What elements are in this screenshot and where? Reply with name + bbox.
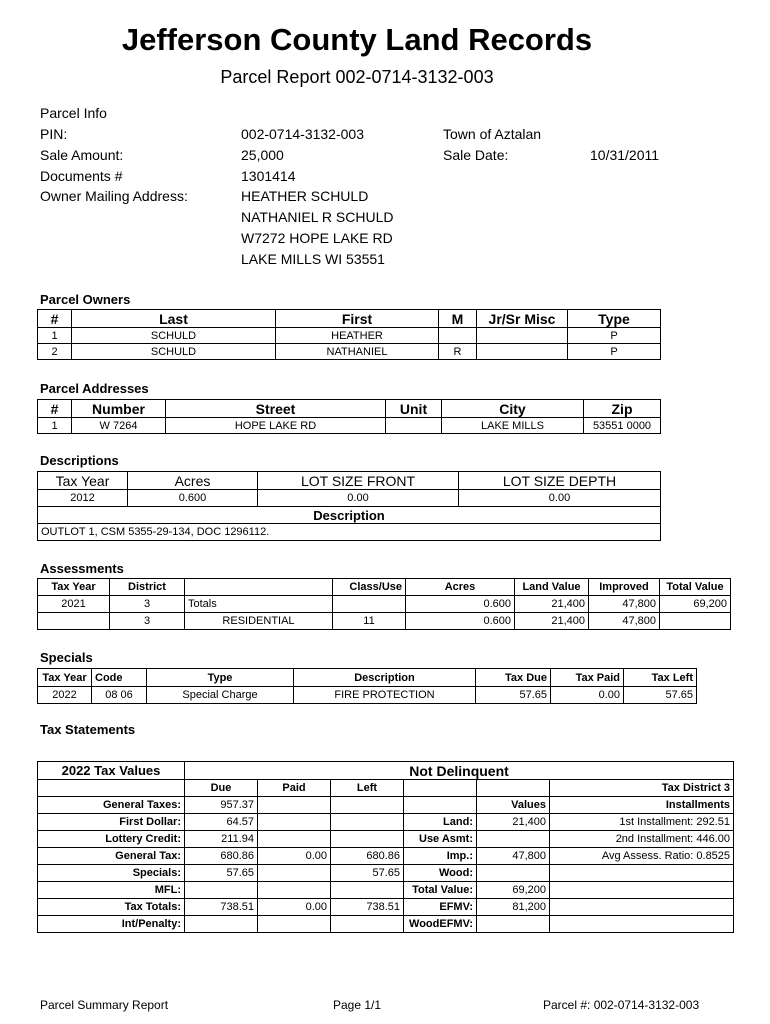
- assessment-cell: [333, 596, 406, 613]
- assessments-heading: Assessments: [40, 561, 124, 576]
- owner-cell: 2: [38, 344, 72, 360]
- special-cell: 57.65: [624, 687, 697, 704]
- value-amount: [477, 865, 550, 882]
- tax-due: [185, 882, 258, 899]
- description-cell: 0.00: [459, 490, 661, 507]
- left-header: Left: [331, 780, 404, 797]
- specials-col-header: Tax Due: [476, 669, 551, 687]
- assessment-cell: 3: [110, 596, 185, 613]
- assessments-col-header: Total Value: [660, 579, 731, 596]
- parcel-info-heading: Parcel Info: [40, 105, 107, 121]
- assessments-table: [37, 578, 731, 630]
- assessment-cell: RESIDENTIAL: [185, 613, 333, 630]
- description-cell: 0.600: [128, 490, 258, 507]
- assessment-cell: 47,800: [589, 613, 660, 630]
- documents-label: Documents #: [40, 168, 123, 184]
- value-amount: 81,200: [477, 899, 550, 916]
- assessment-cell: 3: [110, 613, 185, 630]
- value-label: WoodEFMV:: [404, 916, 477, 933]
- special-cell: 0.00: [551, 687, 624, 704]
- tax-left: [331, 831, 404, 848]
- tax-statements-heading: Tax Statements: [40, 722, 136, 737]
- sale-amount-label: Sale Amount:: [40, 147, 124, 163]
- tax-left: 738.51: [331, 899, 404, 916]
- sale-amount-value: 25,000: [241, 147, 284, 163]
- tax-due: 64.57: [185, 814, 258, 831]
- table-row: [38, 848, 734, 865]
- descriptions-col-header: Tax Year: [38, 472, 128, 490]
- owner-cell: P: [568, 328, 661, 344]
- owner-cell: R: [439, 344, 477, 360]
- special-cell: 08 06: [92, 687, 147, 704]
- assessment-cell: 0.600: [406, 613, 515, 630]
- tax-row-label: Specials:: [38, 865, 185, 882]
- addresses-col-header: #: [38, 400, 72, 418]
- assessment-cell: [660, 613, 731, 630]
- pin-value: 002-0714-3132-003: [241, 126, 364, 142]
- installment-info: [550, 865, 734, 882]
- value-amount: 69,200: [477, 882, 550, 899]
- value-label: Wood:: [404, 865, 477, 882]
- address-cell: [386, 418, 442, 434]
- owner-cell: [477, 328, 568, 344]
- tax-paid: [258, 831, 331, 848]
- table-row: [38, 882, 734, 899]
- assessments-col-header: Land Value: [515, 579, 589, 596]
- address-cell: 1: [38, 418, 72, 434]
- assessment-cell: 21,400: [515, 613, 589, 630]
- tax-left: [331, 882, 404, 899]
- value-label: Total Value:: [404, 882, 477, 899]
- addresses-table: [37, 399, 661, 434]
- town-name: Town of Aztalan: [443, 126, 542, 142]
- installment-info: Avg Assess. Ratio: 0.8525: [550, 848, 734, 865]
- documents-value: 1301414: [241, 168, 296, 184]
- addresses-col-header: Zip: [584, 400, 661, 418]
- table-row: [38, 831, 734, 848]
- tax-paid: [258, 882, 331, 899]
- owner-cell: NATHANIEL: [276, 344, 439, 360]
- tax-row-label: MFL:: [38, 882, 185, 899]
- installment-info: [550, 899, 734, 916]
- table-row: [38, 418, 661, 434]
- tax-paid: [258, 865, 331, 882]
- value-amount: [477, 916, 550, 933]
- addresses-col-header: Number: [72, 400, 166, 418]
- tax-paid: [258, 797, 331, 814]
- tax-due: [185, 916, 258, 933]
- descriptions-heading: Descriptions: [40, 453, 119, 468]
- mailing-line: W7272 HOPE LAKE RD: [241, 230, 393, 246]
- address-cell: HOPE LAKE RD: [166, 418, 386, 434]
- owners-heading: Parcel Owners: [40, 292, 131, 307]
- value-amount: [477, 831, 550, 848]
- assessment-cell: [38, 613, 110, 630]
- table-row: [38, 865, 734, 882]
- tax-row-label: Lottery Credit:: [38, 831, 185, 848]
- footer-report-name: Parcel Summary Report: [40, 998, 169, 1012]
- value-label: Imp.:: [404, 848, 477, 865]
- delinquency-status: Not Delinquent: [185, 762, 734, 780]
- owners-col-header: M: [439, 310, 477, 328]
- specials-col-header: Code: [92, 669, 147, 687]
- owner-cell: HEATHER: [276, 328, 439, 344]
- tax-paid: 0.00: [258, 848, 331, 865]
- due-header: Due: [185, 780, 258, 797]
- tax-due: 680.86: [185, 848, 258, 865]
- table-row: [38, 596, 731, 613]
- assessment-cell: 0.600: [406, 596, 515, 613]
- tax-row-label: Tax Totals:: [38, 899, 185, 916]
- owners-col-header: Last: [72, 310, 276, 328]
- tax-left: 680.86: [331, 848, 404, 865]
- pin-label: PIN:: [40, 126, 68, 142]
- table-row: [38, 814, 734, 831]
- special-cell: 2022: [38, 687, 92, 704]
- paid-header: Paid: [258, 780, 331, 797]
- installments-header: Installments: [550, 797, 734, 814]
- installment-info: 1st Installment: 292.51: [550, 814, 734, 831]
- specials-col-header: Tax Left: [624, 669, 697, 687]
- tax-row-label: General Tax:: [38, 848, 185, 865]
- table-row: [38, 797, 734, 814]
- specials-col-header: Tax Year: [38, 669, 92, 687]
- owners-col-header: Type: [568, 310, 661, 328]
- value-label: Land:: [404, 814, 477, 831]
- tax-district: Tax District 3: [550, 780, 734, 797]
- owner-cell: SCHULD: [72, 344, 276, 360]
- mailing-line: HEATHER SCHULD: [241, 188, 369, 204]
- tax-due: 957.37: [185, 797, 258, 814]
- address-cell: LAKE MILLS: [442, 418, 584, 434]
- tax-left: 57.65: [331, 865, 404, 882]
- installment-info: [550, 882, 734, 899]
- table-row: [38, 344, 661, 360]
- assessments-col-header: Acres: [406, 579, 515, 596]
- table-row: [38, 916, 734, 933]
- owners-col-header: Jr/Sr Misc: [477, 310, 568, 328]
- footer-parcel-number: Parcel #: 002-0714-3132-003: [543, 998, 700, 1012]
- special-cell: 57.65: [476, 687, 551, 704]
- assessment-cell: Totals: [185, 596, 333, 613]
- tax-left: [331, 916, 404, 933]
- assessment-cell: 11: [333, 613, 406, 630]
- table-row: [38, 490, 661, 507]
- tax-left: [331, 797, 404, 814]
- addresses-col-header: Street: [166, 400, 386, 418]
- description-label: Description: [38, 507, 661, 524]
- owner-cell: [477, 344, 568, 360]
- report-subtitle: Parcel Report 002-0714-3132-003: [220, 67, 494, 87]
- addresses-col-header: City: [442, 400, 584, 418]
- tax-due: 57.65: [185, 865, 258, 882]
- tax-row-label: First Dollar:: [38, 814, 185, 831]
- table-row: [38, 613, 731, 630]
- specials-col-header: Description: [294, 669, 476, 687]
- tax-paid: [258, 814, 331, 831]
- tax-paid: [258, 916, 331, 933]
- owners-table: [37, 309, 661, 360]
- assessments-col-header: Improved: [589, 579, 660, 596]
- special-cell: Special Charge: [147, 687, 294, 704]
- owner-cell: SCHULD: [72, 328, 276, 344]
- descriptions-col-header: Acres: [128, 472, 258, 490]
- report-title: Jefferson County Land Records: [121, 22, 593, 57]
- table-row: [38, 328, 661, 344]
- descriptions-table: [37, 471, 661, 541]
- tax-row-label: Int/Penalty:: [38, 916, 185, 933]
- assessment-cell: 21,400: [515, 596, 589, 613]
- specials-heading: Specials: [40, 650, 93, 665]
- value-label: EFMV:: [404, 899, 477, 916]
- owners-col-header: #: [38, 310, 72, 328]
- special-cell: FIRE PROTECTION: [294, 687, 476, 704]
- value-amount: 47,800: [477, 848, 550, 865]
- address-cell: W 7264: [72, 418, 166, 434]
- installment-info: 2nd Installment: 446.00: [550, 831, 734, 848]
- owner-cell: P: [568, 344, 661, 360]
- value-amount: 21,400: [477, 814, 550, 831]
- footer-page-number: Page 1/1: [333, 998, 382, 1012]
- specials-table: [37, 668, 697, 704]
- tax-row-label: General Taxes:: [38, 797, 185, 814]
- assessment-cell: 2021: [38, 596, 110, 613]
- mailing-address-label: Owner Mailing Address:: [40, 188, 188, 204]
- value-label: Use Asmt:: [404, 831, 477, 848]
- mailing-line: NATHANIEL R SCHULD: [241, 209, 394, 225]
- tax-left: [331, 814, 404, 831]
- descriptions-col-header: LOT SIZE DEPTH: [459, 472, 661, 490]
- assessment-cell: 47,800: [589, 596, 660, 613]
- sale-date-value: 10/31/2011: [590, 147, 660, 163]
- assessments-col-header: District: [110, 579, 185, 596]
- installment-info: [550, 916, 734, 933]
- table-row: [38, 687, 697, 704]
- tax-paid: 0.00: [258, 899, 331, 916]
- tax-statement-table: [37, 761, 734, 933]
- owner-cell: 1: [38, 328, 72, 344]
- address-cell: 53551 0000: [584, 418, 661, 434]
- values-header: Values: [477, 797, 550, 814]
- addresses-heading: Parcel Addresses: [40, 381, 149, 396]
- specials-col-header: Tax Paid: [551, 669, 624, 687]
- descriptions-col-header: LOT SIZE FRONT: [258, 472, 459, 490]
- legal-description: OUTLOT 1, CSM 5355-29-134, DOC 1296112.: [38, 524, 661, 541]
- tax-values-title: 2022 Tax Values: [38, 762, 185, 780]
- assessments-col-header: Tax Year: [38, 579, 110, 596]
- tax-due: 738.51: [185, 899, 258, 916]
- description-cell: 2012: [38, 490, 128, 507]
- assessments-col-header: [185, 579, 333, 596]
- addresses-col-header: Unit: [386, 400, 442, 418]
- assessments-col-header: Class/Use: [333, 579, 406, 596]
- sale-date-label: Sale Date:: [443, 147, 509, 163]
- description-cell: 0.00: [258, 490, 459, 507]
- tax-due: 211.94: [185, 831, 258, 848]
- table-row: [38, 899, 734, 916]
- owner-cell: [439, 328, 477, 344]
- specials-col-header: Type: [147, 669, 294, 687]
- owners-col-header: First: [276, 310, 439, 328]
- assessment-cell: 69,200: [660, 596, 731, 613]
- mailing-line: LAKE MILLS WI 53551: [241, 251, 385, 267]
